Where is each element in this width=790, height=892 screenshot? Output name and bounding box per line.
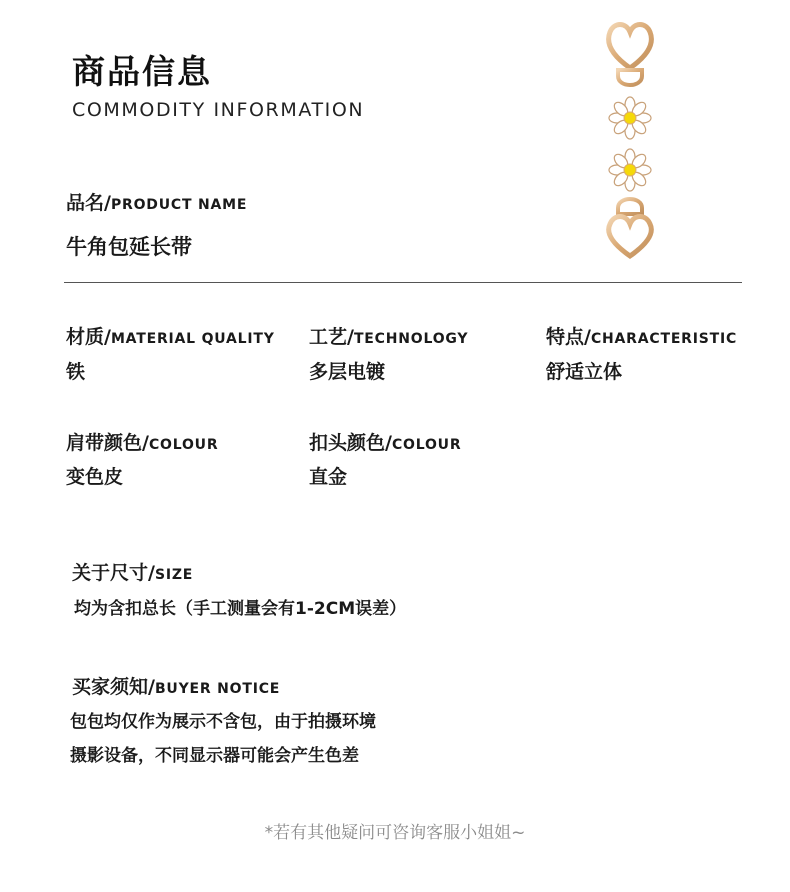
notice-label-en: BUYER NOTICE	[154, 681, 281, 697]
page-title: 商品信息	[72, 52, 212, 91]
section-divider	[64, 282, 742, 283]
notice-label-cn: 买家须知/	[72, 676, 155, 698]
spec-technology-value: 多层电镀	[309, 361, 386, 383]
spec-buckle-colour-value: 直金	[309, 466, 348, 488]
spec-material-label	[66, 322, 275, 349]
spec-strap-colour-label-en: COLOUR	[148, 437, 219, 453]
size-text: 均为含扣总长（手工测量会有1-2CM误差）	[74, 599, 407, 619]
spec-characteristic-value: 舒适立体	[546, 361, 623, 383]
spec-technology-label	[309, 322, 468, 349]
notice-line-2: 摄影设备，不同显示器可能会产生色差	[70, 746, 359, 766]
spec-material-label-cn: 材质/	[66, 326, 111, 348]
size-label-en: SIZE	[154, 567, 194, 583]
size-label-cn: 关于尺寸/	[72, 562, 155, 584]
spec-technology-label-en: TECHNOLOGY	[353, 331, 469, 347]
spec-strap-colour-value: 变色皮	[66, 466, 124, 488]
footer-note: *若有其他疑问可咨询客服小姐姐~	[264, 823, 526, 843]
spec-buckle-colour-label-en: COLOUR	[391, 437, 462, 453]
spec-characteristic-label	[546, 322, 737, 349]
product-name-label-cn: 品名/	[66, 192, 111, 214]
product-strap-image	[590, 10, 670, 262]
spec-material-value: 铁	[66, 361, 86, 383]
spec-strap-colour-label-cn: 肩带颜色/	[66, 432, 149, 454]
spec-characteristic-label-cn: 特点/	[546, 326, 591, 348]
page-subtitle: COMMODITY INFORMATION	[72, 99, 365, 121]
daisy-charm-2	[609, 149, 651, 191]
heart-ring-bottom	[609, 217, 652, 257]
product-name-value: 牛角包延长带	[66, 235, 192, 259]
size-label	[72, 558, 193, 585]
product-name-label-en: PRODUCT NAME	[110, 197, 248, 213]
spec-strap-colour-label	[66, 428, 218, 455]
notice-label	[72, 672, 280, 699]
clasp-top	[618, 70, 642, 85]
product-name-label	[66, 188, 247, 215]
spec-characteristic-label-en: CHARACTERISTIC	[590, 331, 738, 347]
daisy-charm-1	[609, 97, 651, 139]
spec-technology-label-cn: 工艺/	[309, 326, 354, 348]
spec-material-label-en: MATERIAL QUALITY	[110, 331, 275, 347]
notice-line-1: 包包均仅作为展示不含包，由于拍摄环境	[70, 712, 376, 732]
spec-buckle-colour-label	[309, 428, 461, 455]
heart-ring-top	[609, 25, 652, 69]
clasp-bottom	[618, 199, 642, 214]
spec-buckle-colour-label-cn: 扣头颜色/	[309, 432, 392, 454]
